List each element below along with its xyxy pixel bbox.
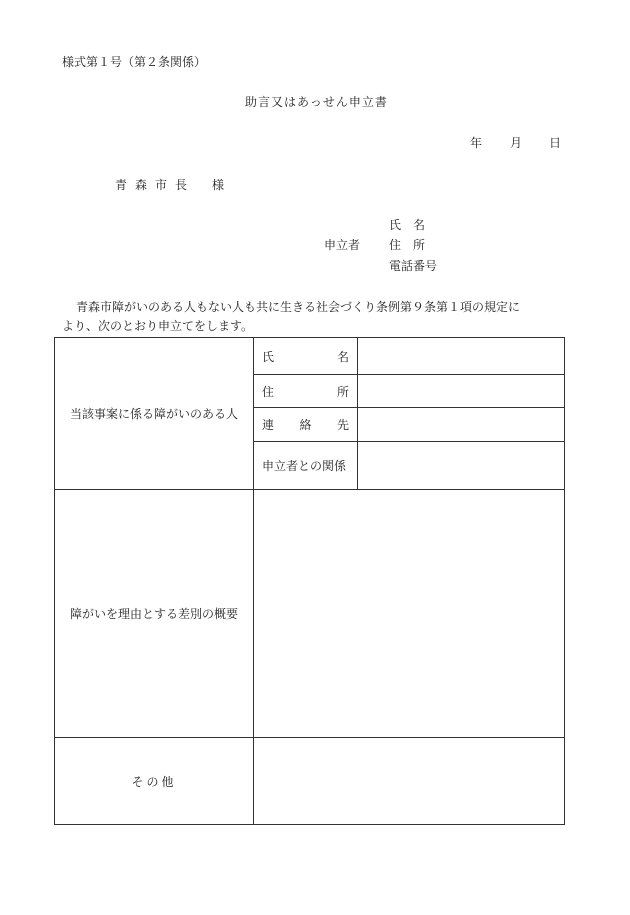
person-name-input[interactable]: [358, 338, 564, 374]
applicant-name-field: 氏 名: [389, 218, 426, 232]
applicant-address-field: 住 所: [389, 238, 426, 252]
person-name-label: 氏 名: [262, 349, 349, 364]
document-title: 助言又はあっせん申立書: [245, 95, 388, 109]
discrimination-summary-label: 障がいを理由とする差別の概要: [69, 607, 238, 621]
person-contact-input[interactable]: [358, 408, 564, 441]
intro-line-1: 青森市障がいのある人もない人も共に生きる社会づくり条例第９条第１項の規定に: [76, 300, 521, 314]
person-section-label: 当該事案に係る障がいのある人: [69, 407, 238, 421]
other-label: その他: [131, 774, 177, 789]
person-address-label: 住 所: [262, 384, 349, 399]
intro-line-2: より、次のとおり申立てをします。: [62, 319, 254, 333]
date-month: 月: [510, 136, 523, 150]
person-relation-label: 申立者との関係: [262, 459, 347, 473]
person-relation-input[interactable]: [358, 442, 564, 489]
person-address-input[interactable]: [358, 375, 564, 407]
application-form-table: [54, 337, 565, 825]
addressee-honorific: 様: [212, 178, 225, 192]
discrimination-summary-input[interactable]: [254, 490, 564, 737]
other-input[interactable]: [254, 738, 564, 824]
applicant-label: 申立者: [324, 238, 361, 252]
applicant-phone-field: 電話番号: [389, 259, 438, 273]
addressee-name: 青森市長: [115, 178, 196, 192]
form-number: 様式第１号（第２条関係）: [62, 55, 207, 69]
person-contact-label: 連 絡 先: [262, 418, 349, 432]
date-day: 日: [549, 136, 562, 150]
date-year: 年: [470, 136, 483, 150]
